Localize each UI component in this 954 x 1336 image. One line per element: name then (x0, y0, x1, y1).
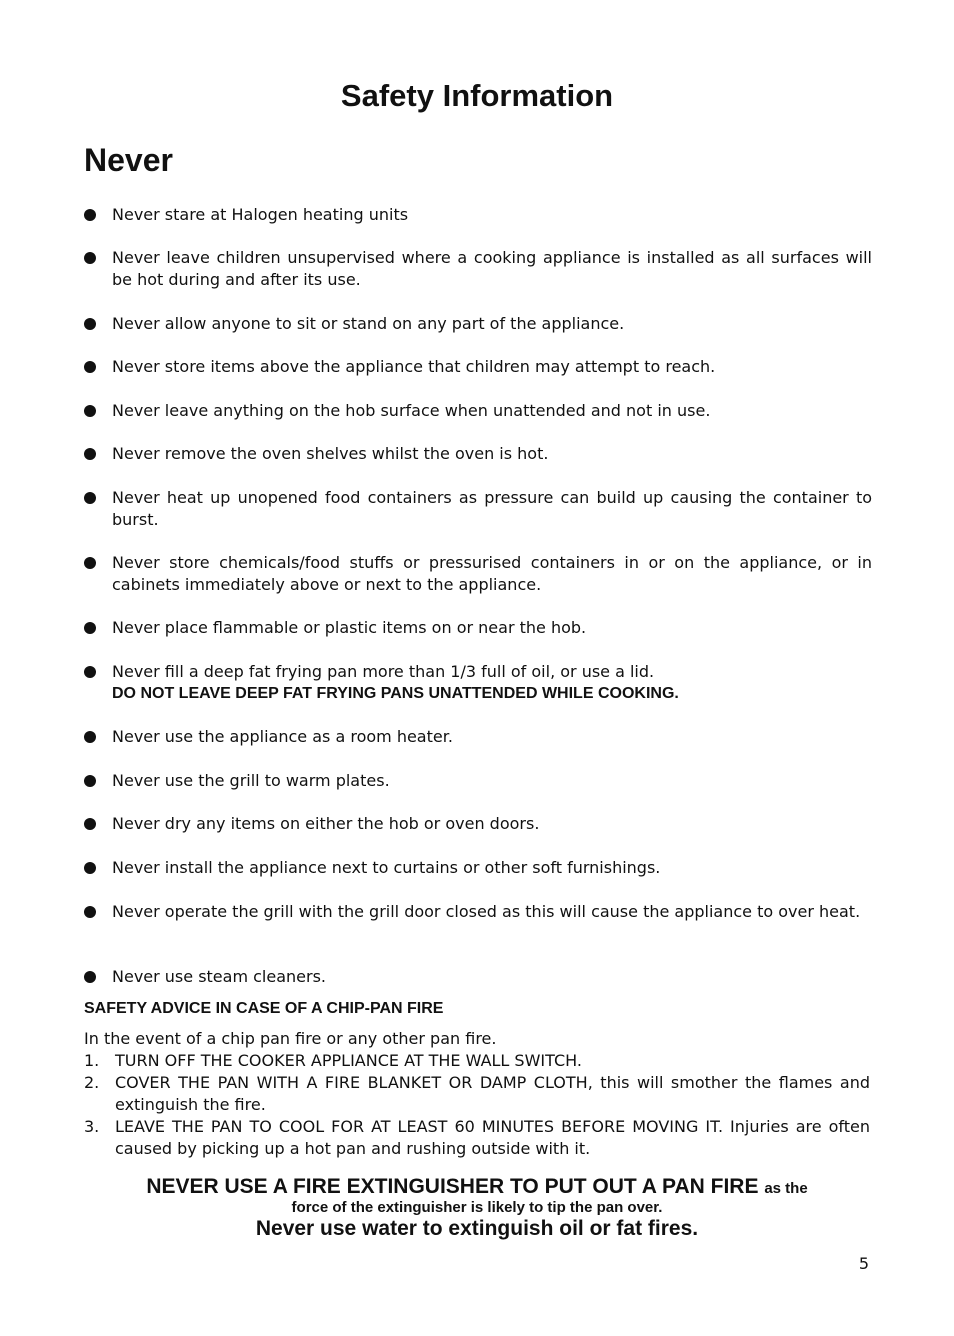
list-item-text: Never leave children unsupervised where a cooking appliance is installed as all surfaces will be hot during and after its use. (112, 248, 872, 289)
bullet-icon (84, 818, 96, 830)
deep-fat-warning: DO NOT LEAVE DEEP FAT FRYING PANS UNATTENDED WHILE COOKING. (112, 685, 679, 702)
warning-main: NEVER USE A FIRE EXTINGUISHER TO PUT OUT A PAN FIRE (146, 1175, 759, 1198)
list-item (84, 400, 872, 422)
list-item (84, 661, 872, 705)
bullet-icon (84, 318, 96, 330)
list-item (84, 356, 872, 378)
bullet-icon (84, 448, 96, 460)
list-item-text: Never dry any items on either the hob or oven doors. (112, 814, 540, 833)
list-item-text: Never operate the grill with the grill door closed as this will cause the appliance to over heat. (112, 902, 861, 921)
list-item-text: Never remove the oven shelves whilst the oven is hot. (112, 444, 549, 463)
bullet-icon (84, 405, 96, 417)
step-number: 3. (84, 1117, 100, 1136)
bullet-icon (84, 775, 96, 787)
list-item-text: Never stare at Halogen heating units (112, 205, 409, 224)
pan-fire-warning (0, 1173, 954, 1243)
step-text: TURN OFF THE COOKER APPLIANCE AT THE WALL SWITCH. (115, 1051, 582, 1070)
step-number: 2. (84, 1073, 100, 1092)
list-item (84, 552, 872, 596)
list-item-text: Never allow anyone to sit or stand on any part of the appliance. (112, 314, 625, 333)
list-item-text: Never store items above the appliance that children may attempt to reach. (112, 357, 716, 376)
page-number: 5 (858, 1254, 869, 1273)
advice-step (84, 1116, 870, 1160)
list-item (84, 313, 872, 335)
list-item-text: Never leave anything on the hob surface when unattended and not in use. (112, 401, 711, 420)
section-heading-never: Never (84, 142, 173, 178)
list-item-text: Never install the appliance next to curtains or other soft furnishings. (112, 858, 661, 877)
list-item-text: Never fill a deep fat frying pan more than 1/3 full of oil, or use a lid. (112, 662, 655, 681)
step-text: LEAVE THE PAN TO COOL FOR AT LEAST 60 MINUTES BEFORE MOVING IT. Injuries are often caused by picking up a hot pan and rushing outside with it. (115, 1117, 870, 1158)
advice-heading: SAFETY ADVICE IN CASE OF A CHIP-PAN FIRE (84, 1000, 444, 1017)
bullet-icon (84, 971, 96, 983)
bullet-icon (84, 622, 96, 634)
step-text: COVER THE PAN WITH A FIRE BLANKET OR DAMP CLOTH, this will smother the flames and extinguish the fire. (115, 1073, 870, 1114)
advice-step (84, 1072, 870, 1116)
bullet-icon (84, 209, 96, 221)
list-item (84, 487, 872, 531)
bullet-icon (84, 492, 96, 504)
list-item (84, 966, 872, 988)
list-item (84, 247, 872, 291)
list-item (84, 726, 872, 748)
bullet-icon (84, 862, 96, 874)
list-item (84, 770, 872, 792)
bullet-icon (84, 731, 96, 743)
page-title: Safety Information (340, 78, 614, 113)
list-item-text: Never use steam cleaners. (112, 967, 326, 986)
warning-continuation: as the (764, 1180, 808, 1197)
list-item (84, 204, 872, 226)
advice-intro: In the event of a chip pan fire or any other pan fire. (84, 1029, 497, 1048)
bullet-icon (84, 906, 96, 918)
advice-steps (84, 1050, 870, 1160)
step-number: 1. (84, 1051, 100, 1070)
bullet-icon (84, 557, 96, 569)
list-item (84, 901, 872, 923)
bullet-icon (84, 361, 96, 373)
list-item-text: Never use the appliance as a room heater. (112, 727, 453, 746)
warning-continuation-line: force of the extinguisher is likely to tip the pan over. (291, 1199, 663, 1216)
list-item-text: Never place flammable or plastic items on or near the hob. (112, 618, 587, 637)
list-item-text: Never store chemicals/food stuffs or pressurised containers in or on the appliance, or in cabinets immediately above or next to the appliance. (112, 553, 872, 594)
list-item-text: Never use the grill to warm plates. (112, 771, 390, 790)
list-item (84, 857, 872, 879)
list-item (84, 443, 872, 465)
bullet-icon (84, 666, 96, 678)
list-item-text: Never heat up unopened food containers as pressure can build up causing the container to burst. (112, 488, 872, 529)
water-warning: Never use water to extinguish oil or fat fires. (255, 1217, 699, 1240)
list-item (84, 617, 872, 639)
list-item (84, 813, 872, 835)
advice-step (84, 1050, 870, 1072)
bullet-icon (84, 252, 96, 264)
